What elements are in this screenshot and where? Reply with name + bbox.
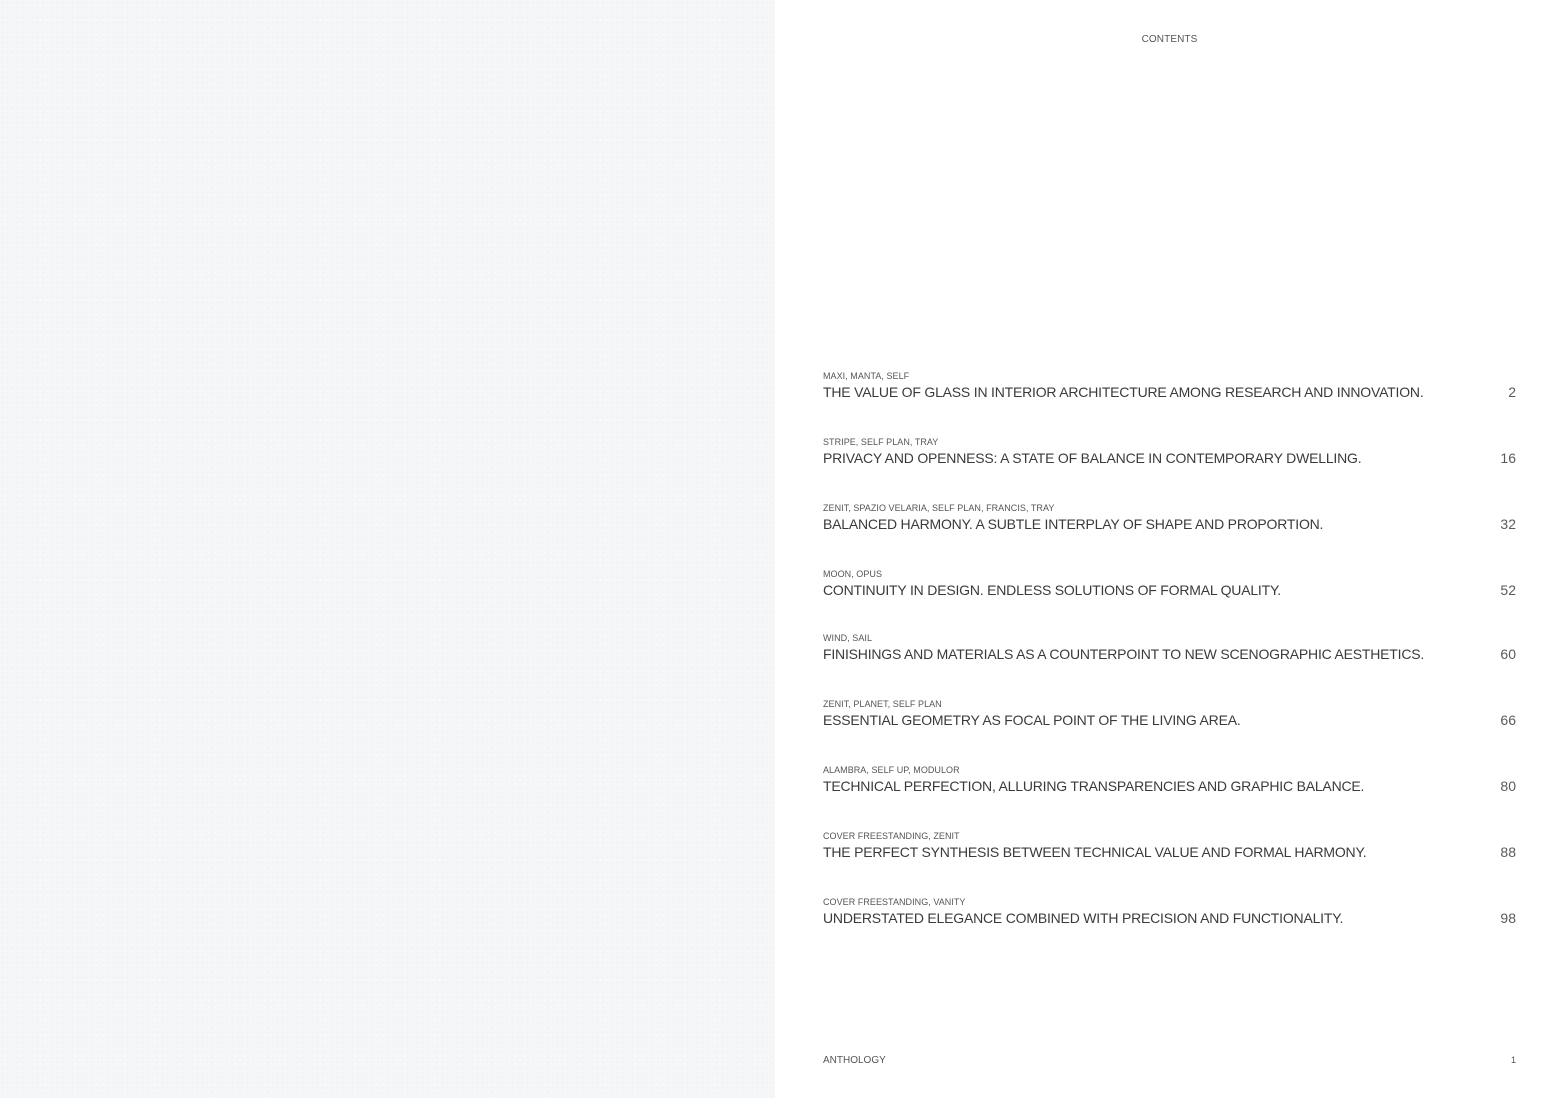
footer-publication-name: ANTHOLOGY (823, 1055, 886, 1066)
entry-title: TECHNICAL PERFECTION, ALLURING TRANSPARENCIES AND GRAPHIC BALANCE. (823, 778, 1365, 794)
entry-title: PRIVACY AND OPENNESS: A STATE OF BALANCE IN CONTEMPORARY DWELLING. (823, 450, 1362, 466)
toc-entry[interactable] (823, 569, 1516, 633)
toc-entry[interactable] (823, 633, 1516, 699)
entry-products: MOON, OPUS (823, 569, 883, 579)
entry-products: ZENIT, PLANET, SELF PLAN (823, 699, 942, 709)
entry-page-number: 60 (1500, 646, 1516, 662)
entry-page-number: 52 (1500, 582, 1516, 598)
entry-title: BALANCED HARMONY. A SUBTLE INTERPLAY OF SHAPE AND PROPORTION. (823, 516, 1324, 532)
entry-title: ESSENTIAL GEOMETRY AS FOCAL POINT OF THE LIVING AREA. (823, 712, 1241, 728)
toc-entry[interactable] (823, 699, 1516, 765)
entry-title: UNDERSTATED ELEGANCE COMBINED WITH PRECISION AND FUNCTIONALITY. (823, 910, 1344, 926)
entry-page-number: 32 (1500, 516, 1516, 532)
entry-page-number: 80 (1500, 778, 1516, 794)
entry-products: STRIPE, SELF PLAN, TRAY (823, 437, 939, 447)
toc-entry[interactable] (823, 503, 1516, 569)
page-title: CONTENTS (1141, 34, 1198, 45)
toc-entry[interactable] (823, 371, 1516, 437)
entry-products: WIND, SAIL (823, 633, 873, 643)
table-of-contents (823, 371, 1516, 963)
entry-page-number: 98 (1500, 910, 1516, 926)
footer-page-number: 1 (1510, 1055, 1516, 1065)
entry-title: FINISHINGS AND MATERIALS AS A COUNTERPOINT TO NEW SCENOGRAPHIC AESTHETICS. (823, 646, 1425, 662)
entry-page-number: 88 (1500, 844, 1516, 860)
toc-entry[interactable] (823, 897, 1516, 963)
entry-page-number: 66 (1500, 712, 1516, 728)
entry-products: COVER FREESTANDING, ZENIT (823, 831, 960, 841)
entry-products: COVER FREESTANDING, VANITY (823, 897, 966, 907)
entry-products: ALAMBRA, SELF UP, MODULOR (823, 765, 960, 775)
entry-title: THE VALUE OF GLASS IN INTERIOR ARCHITECTURE AMONG RESEARCH AND INNOVATION. (823, 384, 1424, 400)
entry-products: ZENIT, SPAZIO VELARIA, SELF PLAN, FRANCIS, TRAY (823, 503, 1055, 513)
entry-products: MAXI, MANTA, SELF (823, 371, 910, 381)
toc-entry[interactable] (823, 437, 1516, 503)
entry-title: THE PERFECT SYNTHESIS BETWEEN TECHNICAL VALUE AND FORMAL HARMONY. (823, 844, 1367, 860)
entry-title: CONTINUITY IN DESIGN. ENDLESS SOLUTIONS OF FORMAL QUALITY. (823, 582, 1282, 598)
toc-entry[interactable] (823, 831, 1516, 897)
entry-page-number: 2 (1508, 384, 1516, 400)
entry-page-number: 16 (1500, 450, 1516, 466)
contents-page (775, 0, 1550, 1098)
toc-entry[interactable] (823, 765, 1516, 831)
